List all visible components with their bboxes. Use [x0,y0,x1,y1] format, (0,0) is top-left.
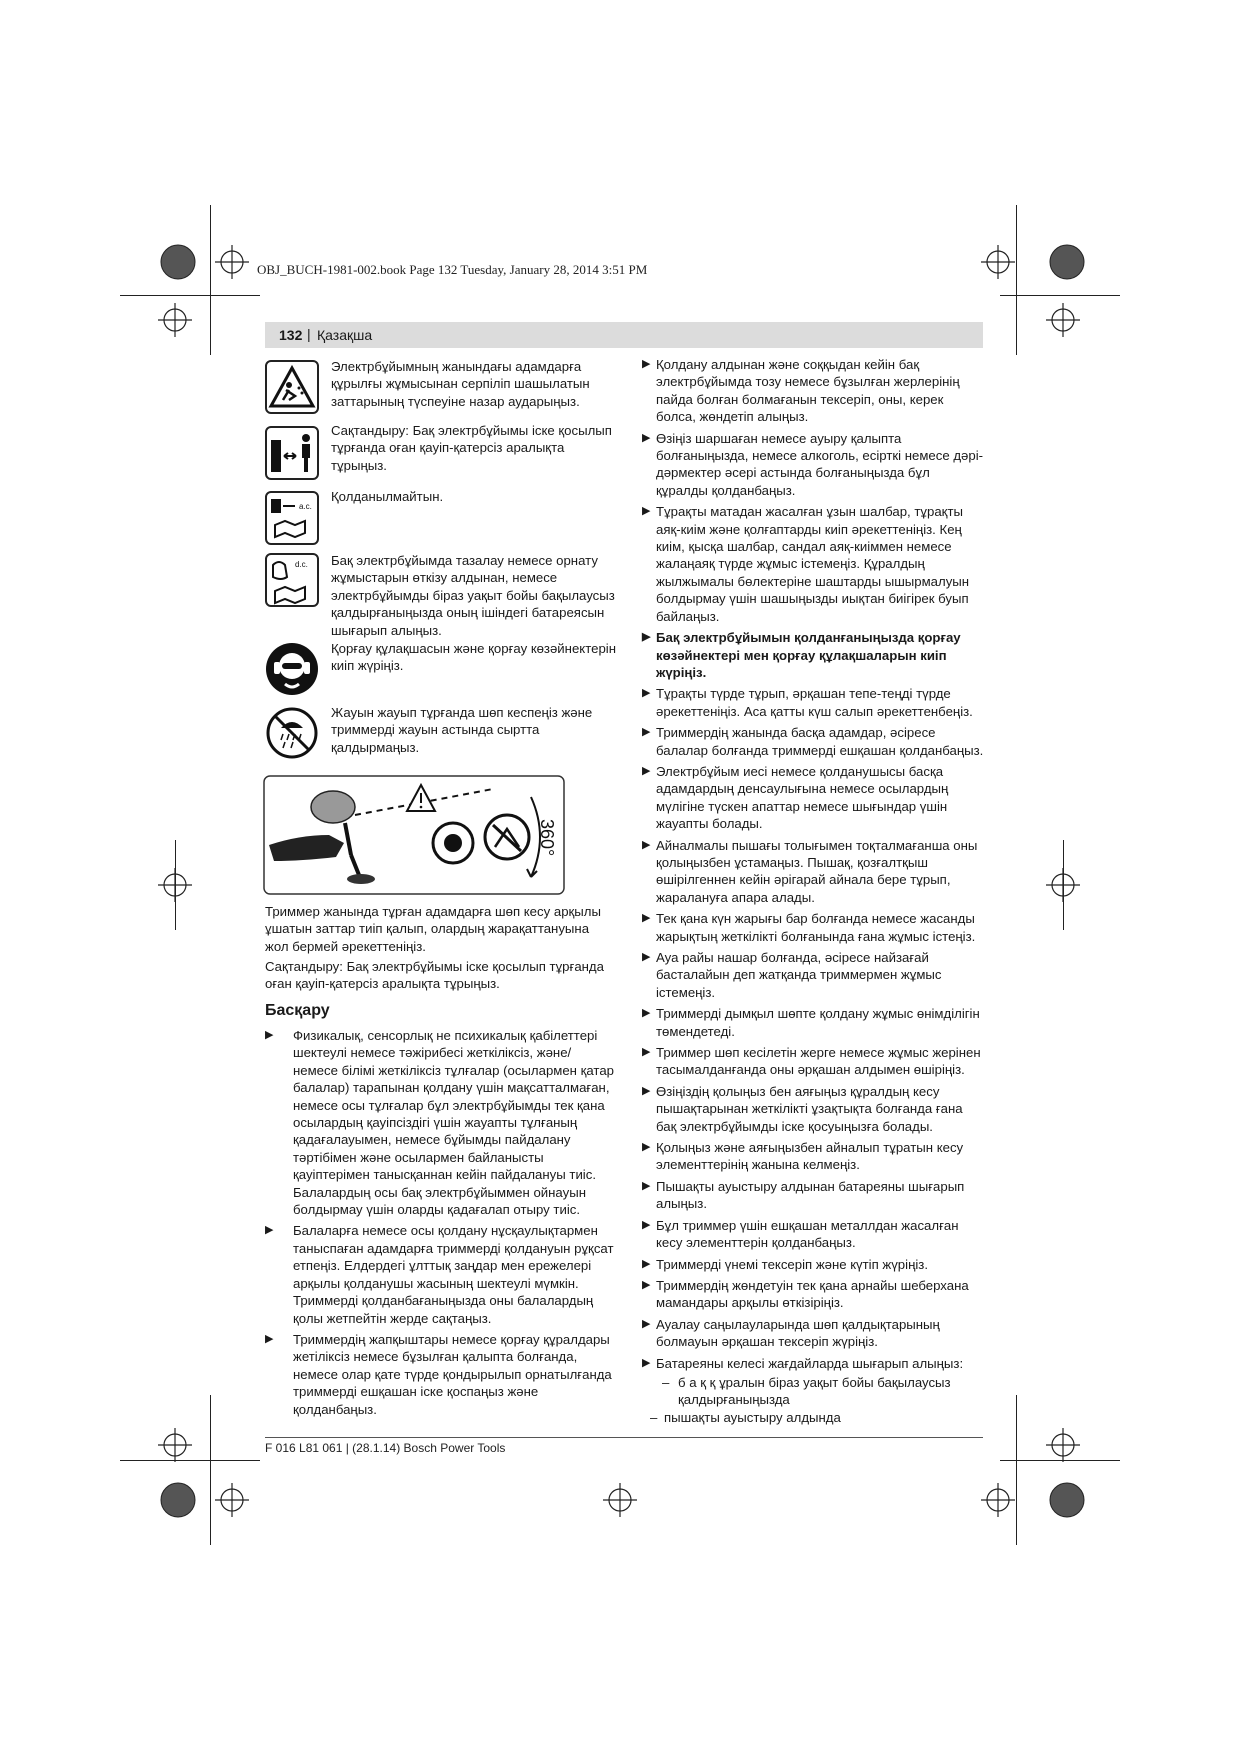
arrow-bullet-icon: ▶ [642,1046,651,1059]
no-rain-icon [265,706,319,760]
list-item [265,1027,615,1218]
symbol-text: Қорғау құлақшасын және қорғау көзәйнектерін киіп жүріңіз. [331,641,616,674]
list-item [642,1217,984,1252]
right-bullet-list [642,356,984,1426]
trimmer-bystander-figure [263,775,565,895]
list-item-text: Бақ электрбұйымын қолданғаныңызда қорғау көзәйнектері мен қорғау құлақшаларын киіп жүріңіз. [656,630,961,680]
list-item [265,1331,615,1418]
ac-label: a.c. [299,502,312,511]
arrow-bullet-icon: ▶ [642,1007,651,1020]
arrow-bullet-icon: ▶ [265,1332,274,1345]
rotation-angle-label: 360° [537,819,557,857]
list-item-bold [642,629,984,681]
list-item-text: Өзіңіздің қолыңыз бен аяғыңыз құралдың кесу пышақтарынан жеткілікті ұзақтықта болғанда ғана бақ электрбұйымды іске қосуыңызға болады. [656,1083,963,1134]
list-item-text: Пышақты ауыстыру алдынан батареяны шығарып алыңыз. [656,1178,965,1212]
list-item [642,1178,984,1213]
list-item [642,1277,984,1312]
arrow-bullet-icon: ▶ [642,505,651,518]
arrow-bullet-icon: ▶ [642,912,651,925]
list-item-text: Физикалық, сенсорлық не психикалық қабілеттері шектеулі немесе тәжірибесі жеткіліксіз, және/немесе білімі жеткіліксіз тұлғалар (осылармен қатар балалар) тарапынан қолдану үшін мақсатталмаған, немесе осы тұлғалар бұл электрбұйымды тек қана осылардың қауіпсіздігі үшін жауапты тұлғаның қадағалауымен, немесе бұйымды пайдалану тәртібімен және осылармен байланысты қауіптерімен танысқаннан кейін пайдалануы тиіс. [293,1028,614,1183]
dash-item-text: пышақты ауыстыру алдында [664,1409,841,1425]
page-language: Қазақша [317,327,373,343]
dash-item: – б а қ қ ұралын біраз уақыт бойы бақылаусыз қалдырғаныңызда [662,1374,951,1408]
arrow-bullet-icon: ▶ [642,358,651,370]
list-item [642,724,984,759]
dc-label: d.c. [295,560,308,569]
list-item [642,763,984,833]
thrown-objects-warning-icon [265,360,319,414]
list-item-text: Балаларға немесе осы қолдану нұсқаулықтармен таныспаған адамдарға триммерді қолдануын рұқсат етпеңіз. Елдердегі ұлттық заңдар мен ережелері арқылы қолданушы жасының шектеулі мүмкін. Триммерді қолданбағаныңызда оны балалардың қолы жетпейтін жерде сақтаңыз. [293,1223,614,1326]
arrow-bullet-icon: ▶ [642,726,651,739]
list-item-text: Ауалау саңылауларында шөп қалдықтарының болмауын әрқашан тексеріп жүріңіз. [656,1316,940,1350]
list-item [642,1355,984,1372]
list-item [642,1005,984,1040]
page-header-separator: | [307,326,311,342]
arrow-bullet-icon: ▶ [642,1141,651,1154]
arrow-bullet-icon: ▶ [265,1029,274,1041]
arrow-bullet-icon: ▶ [642,1257,651,1270]
arrow-bullet-icon: ▶ [642,1179,651,1192]
list-item [642,1044,984,1079]
arrow-bullet-icon: ▶ [642,1356,651,1369]
left-paragraph: Триммер жанында тұрған адамдарға шөп кесу арқылы ұшатын заттар тиіп қалып, олардың жарақаттануына жол бермей әрекеттеніңіз. [265,904,601,954]
arrow-bullet-icon: ▶ [642,1218,651,1231]
symbol-text: Қолданылмайтын. [331,489,444,504]
list-item-text: Айналмалы пышағы толығымен тоқталмағанша оны қолыңызбен ұстамаңыз. Пышақ, қозғалтқыш өшірілгеннен кейін әрігарай айнала бере тұрып, жаралануға апара алады. [656,837,978,905]
arrow-bullet-icon: ▶ [642,1084,651,1097]
list-item-text: Триммерді дымқыл шөпте қолдану жұмыс өнімділігін төмендетеді. [656,1006,980,1039]
dash-item-text: б а қ қ ұралын біраз уақыт бойы бақылаусыз қалдырғаныңызда [678,1374,951,1408]
list-item-text: Триммердің жөндетуін тек қана арнайы шеберхана мамандары арқылы өткізіріңіз. [656,1277,969,1311]
symbol-text: Электрбұйымның жанындағы адамдарға құрылғы жұмысынан серпіліп шашылатын заттарының түспеуіне назар аударыңыз. [331,359,590,409]
symbol-text: Жауын жауып тұрғанда шөп кеспеңіз және триммерді жауын астында сыртта қалдырмаңыз. [331,705,593,755]
list-item [642,430,984,500]
arrow-bullet-icon: ▶ [642,631,651,644]
list-item-text: Тұрақты матадан жасалған ұзын шалбар, тұрақты аяқ-киім және қолғаптарды киіп әрекеттеніңіз. Кең киім, қысқа шалбар, сандал аяқ-киіммен немесе жалаңаяқ түрде жұмыс істемеңіз. Құралдың жылжымалы бөлектеріне шаштарды ышырмалуын болдырмау үшін шашыңызды иықтан биігірек буып байлаңыз. [656,504,970,624]
arrow-bullet-icon: ▶ [642,951,651,963]
list-item-text: Триммерді үнемі тексеріп және күтіп жүріңіз. [656,1256,928,1272]
list-item [642,503,984,625]
list-item-text: Бұл триммер үшін ешқашан металлдан жасалған кесу элементтерін қолданбаңыз. [656,1217,959,1251]
safe-distance-icon [265,426,319,480]
list-item-note: Балалардың осы бақ электрбұйыммен ойнауын болдырмау үшін оларды қадағалап отыру тиіс. [293,1184,586,1218]
list-item-text: Электрбұйым иесі немесе қолданушысы басқа адамдардың денсаулығына немесе осылардың мүлігіне түскен апаттар немесе шығындар үшін жауапты болады. [656,763,949,832]
arrow-bullet-icon: ▶ [642,431,651,444]
list-item [265,1222,615,1326]
page-header-band [265,322,983,348]
list-item-text: Тек қана күн жарығы бар болғанда немесе жасанды жарықтың жеткілікті болғанында ғана жұмыс істеңіз. [656,911,976,944]
list-item-text: Триммердің жанында басқа адамдар, әсіресе балалар болғанда триммерді ешқашан қолданбаңыз. [656,725,984,758]
page-footer: F 016 L81 061 | (28.1.14) Bosch Power Tools [265,1441,506,1455]
list-item [642,837,984,907]
symbol-text: Сақтандыру: Бақ электрбұйымы іске қосылып тұрғанда оған қауіп-қатерсіз аралықта тұрыңыз. [331,423,612,473]
ear-eye-protection-icon [265,642,319,696]
arrow-bullet-icon: ▶ [642,1317,651,1330]
left-paragraph: Сақтандыру: Бақ электрбұйымы іске қосылып тұрғанда оған қауіп-қатерсіз аралықта тұрыңыз. [265,959,604,992]
list-item-text: Қолыңыз және аяғыңызбен айналып тұратын кесу элементтерінің жанына келмеңіз. [656,1140,964,1173]
list-item [642,1139,984,1174]
list-item-text: Ауа райы нашар болғанда, әсіресе найзағай басталайын деп жатқанда триммермен жұмыс істемеңіз. [656,950,942,1000]
list-item [642,356,984,426]
arrow-bullet-icon: ▶ [642,1278,651,1291]
section-title: Басқару [265,1002,330,1019]
list-item [642,1083,984,1135]
list-item [642,910,984,945]
not-used-ac-icon [265,491,319,545]
arrow-bullet-icon: ▶ [642,687,651,700]
arrow-bullet-icon: ▶ [642,764,651,777]
footer-rule [265,1437,983,1438]
left-bullet-list [265,1027,615,1422]
list-item-text: Батареяны келесі жағдайларда шығарып алыңыз: [656,1355,964,1371]
symbol-text: Бақ электрбұйымда тазалау немесе орнату жұмыстарын өткізу алдынан, немесе электрбұйымды біраз уақыт бойы бақылаусыз қалдырғаныңызда оның ішіндегі батареясын шығарып алыңыз. [331,553,615,638]
list-item [642,1256,984,1273]
page-number: 132 [279,327,303,343]
arrow-bullet-icon: ▶ [642,838,651,851]
book-header: OBJ_BUCH-1981-002.book Page 132 Tuesday, January 28, 2014 3:51 PM [257,262,648,277]
list-item [642,949,984,1001]
arrow-bullet-icon: ▶ [265,1224,274,1237]
list-item-text: Триммердің жапқыштары немесе қорғау құралдары жетіліксіз немесе бұзылған қалыпта болғанда, немесе олар қате түрде қондырылып орнатылғанда триммерді ешқашан іске қоспаңыз және қолданбаңыз. [293,1331,612,1417]
list-item-text: Қолдану алдынан және соққыдан кейін бақ электрбұйымда тозу немесе бұзылған жерлерінің пайда болған болмағанын тексеріп, оны, керек болса, жөндетіп алыңыз. [656,357,960,425]
remove-battery-dc-icon [265,553,319,607]
list-item [642,685,984,720]
list-item-text: Тұрақты түрде тұрып, әрқашан тепе-теңді түрде әрекеттеніңіз. Аса қатты күш салып әрекеттенбеңіз. [656,686,973,719]
list-item [642,1316,984,1351]
list-item-text: Өзіңіз шаршаған немесе ауыру қалыпта болғаныңызда, немесе алкоголь, есірткі немесе дәрі-дәрмектер әсері астында болғаныңызда бұл құралды қолданбаңыз. [656,430,984,498]
dash-item: – пышақты ауыстыру алдында [650,1409,841,1425]
list-item-text: Триммер шөп кесілетін жерге немесе жұмыс жерінен тасымалданғанда оны әрқашан алдымен өшіріңіз. [656,1045,981,1078]
